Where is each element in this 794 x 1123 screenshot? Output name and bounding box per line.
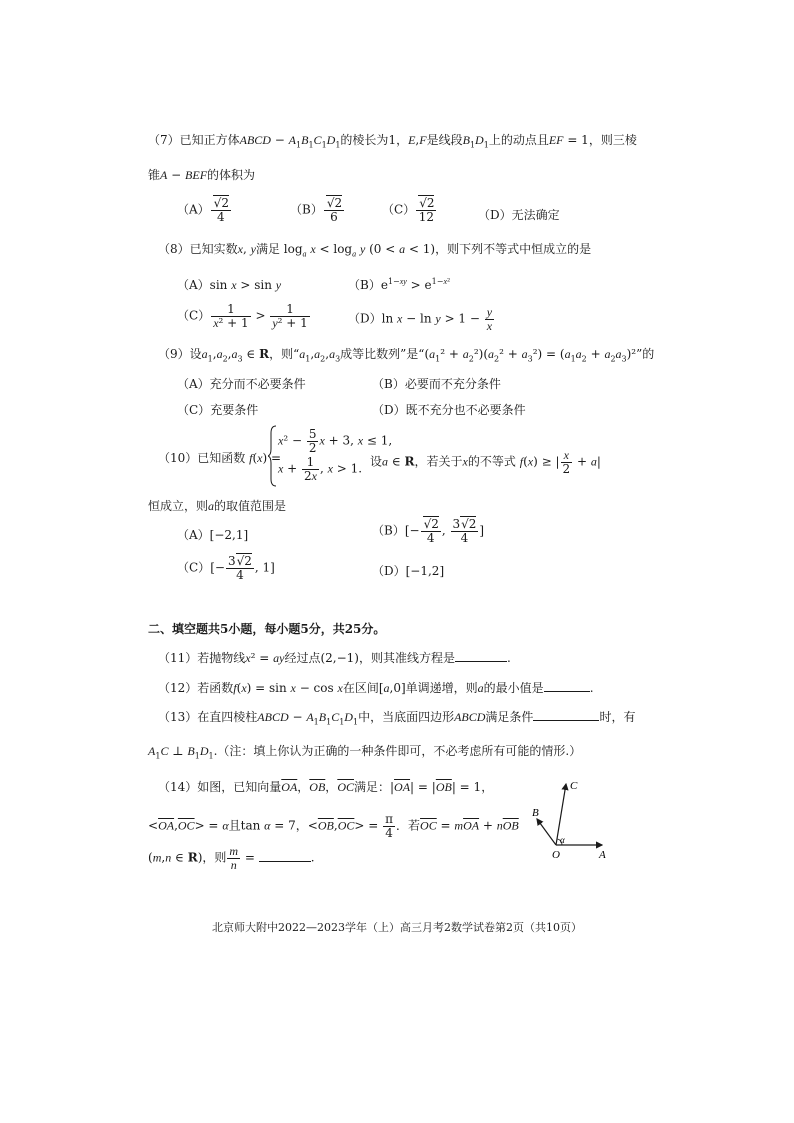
q14-line3: (m,n ∈ R)，则 $\frac{m}{n}$ = . <box>148 844 315 872</box>
section2-title: 二、填空题共5小题，每小题5分，共25分。 <box>148 622 386 636</box>
q9-option-c: （C）充要条件 <box>177 403 259 417</box>
q8-option-a: （A）sin x > sin y <box>177 278 282 292</box>
q14-vector-figure <box>520 772 615 862</box>
q13-answer-blank <box>533 710 599 721</box>
q10-option-d: （D）[−1,2] <box>372 564 445 578</box>
q14-answer-blank <box>259 851 311 862</box>
q10-condition: 设a ∈ R，若关于x的不等式 f(x) ≥ | $\frac{x}{2}$ + a| <box>370 448 601 476</box>
q10-prefix: （10）已知函数 f(x) = <box>158 451 282 465</box>
vector-ob <box>537 819 556 845</box>
q12-answer-blank <box>544 681 590 692</box>
q9-option-d: （D）既不充分也不必要条件 <box>372 403 526 417</box>
q10-line2: 恒成立，则a的取值范围是 <box>148 499 287 513</box>
q10-case2: x + $\frac{1}{2x}$ , x > 1. <box>278 455 363 483</box>
label-o: O <box>552 849 560 861</box>
label-alpha: α <box>560 835 565 845</box>
q9-option-b: （B）必要而不充分条件 <box>372 377 501 391</box>
q7-line1-prefix: （7）已知正方体 <box>148 133 240 147</box>
q7-option-d: （D）无法确定 <box>478 208 560 222</box>
q8-option-c: （C） $\frac{1}{\text{x² + 1}}$ > $\frac{1}{\text{y² + 1}}$ <box>177 302 308 330</box>
q10-case1: x² − $\frac{5}{2}$ x + 3, x ≤ 1, <box>278 427 393 455</box>
q10-brace <box>268 425 278 487</box>
q7-option-c: （C） $\frac{√2}{12}$ <box>382 196 435 224</box>
q13-line2: $A_1C$ ⊥ $B_1D_1$.（注：填上你认为正确的一种条件即可，不必考虑所有可能的情形.） <box>148 744 582 761</box>
q11-stem: （11）若抛物线x² = ay经过点(2,−1)，则其准线方程是 . <box>158 651 511 665</box>
q9-stem: （9）设$a_1,a_2,a_3$ ∈ R，则“$a_1,a_2,a_3$成等比数列”是“$(a_1^2 + a_2^2)(a_2^2 + a_3^2) = (a_1a_2 + a_2a_3)^2$”的 <box>158 347 655 364</box>
label-a: A <box>599 849 606 861</box>
q7-line1: （7）已知正方体ABCD − $A_1B_1C_1D_1$的棱长为1，E,F是线段$B_1D_1$上的动点且EF = 1，则三棱 <box>148 133 637 150</box>
q11-answer-blank <box>455 651 507 662</box>
q8-stem: （8）已知实数x, y满足 $\log_a x < \log_a y$ (0 < a < 1)，则下列不等式中恒成立的是 <box>158 242 592 259</box>
q14-line1: （14）如图，已知向量$\overline{OA}$，$\overline{OB}$，$\overline{OC}$满足：$|\overline{OA}| = |\overline{OB}| = 1$， <box>158 780 494 794</box>
q9-option-a: （A）充分而不必要条件 <box>177 377 306 391</box>
page-footer: 北京师大附中2022—2023学年（上）高三月考2数学试卷第2页（共10页） <box>212 921 582 934</box>
q14-line2: $<\overline{OA},\overline{OC}> = \alpha$且tan α = 7，$<\overline{OB},\overline{OC}>$ = $\frac{\pi}{4}$ ．若$\overline{OC} = m\overline{OA} + n\overline{OB}$ <box>148 812 519 840</box>
q7-line2: 锥A − BEF的体积为 <box>148 168 256 182</box>
q10-option-a: （A）[−2,1] <box>177 528 249 542</box>
q8-option-b: $(B)e^{1-xy} > e^{1-x^2}$ <box>348 277 451 292</box>
q12-stem: （12）若函数f(x) = sin x − cos x在区间[a,0]单调递增，则a的最小值是 . <box>158 681 594 695</box>
q10-option-b: （B）[− $\frac{√2}{4}$ , $\frac{3√2}{4}$ ] <box>372 517 485 545</box>
label-c: C <box>570 780 578 792</box>
q13-line1: （13）在直四棱柱ABCD − $A_1B_1C_1D_1$中，当底面四边形ABCD满足条件 时，有 <box>158 710 636 727</box>
q7-option-a: （A） $\frac{√2}{4}$ <box>177 196 229 224</box>
q7-option-b: （B） $\frac{√2}{6}$ <box>290 196 343 224</box>
q8-option-d: （D）ln x − ln y > 1 − $\frac{y}{x}$ <box>348 305 493 333</box>
label-b: B <box>532 807 539 819</box>
q10-option-c: （C）[− $\frac{3√2}{4}$ , 1] <box>177 554 275 582</box>
